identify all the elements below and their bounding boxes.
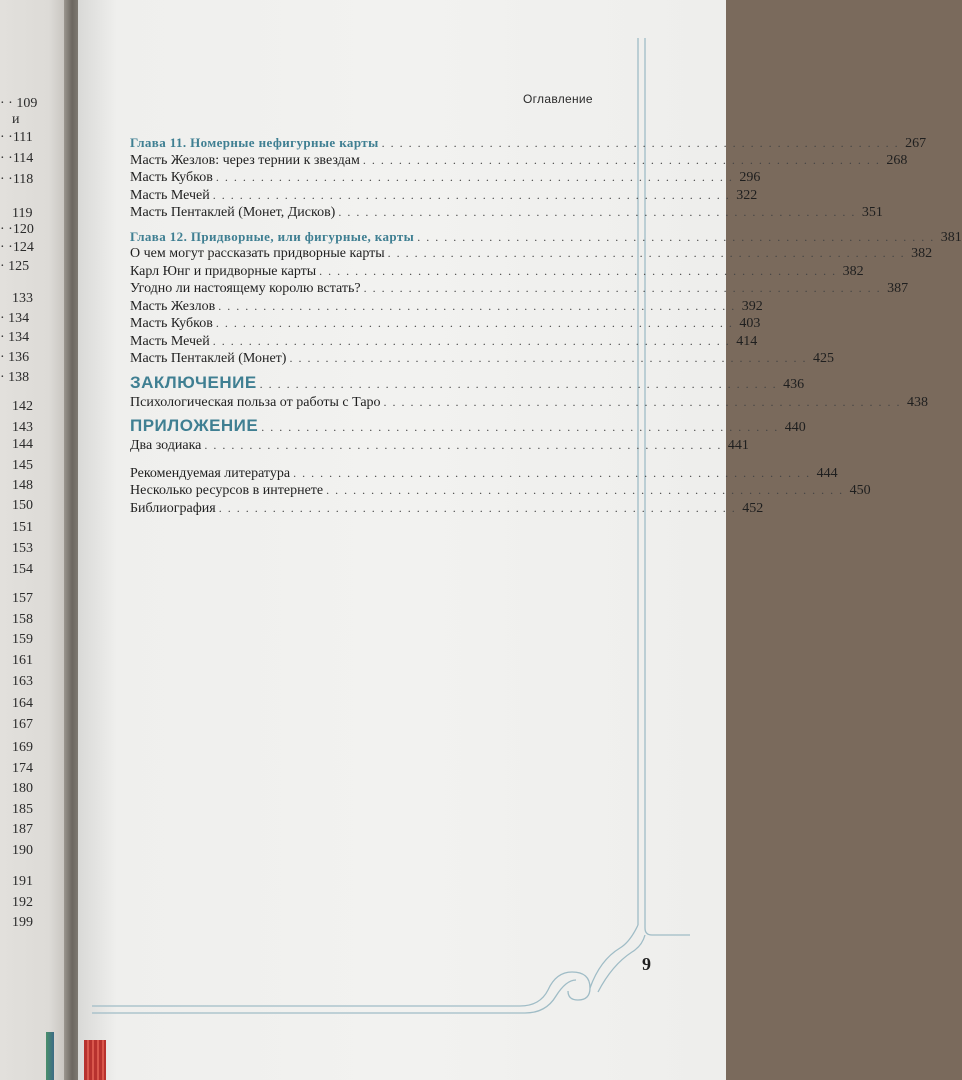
toc-title: Масть Жезлов: через тернии к звездам (130, 152, 360, 168)
toc-page: 444 (816, 465, 838, 481)
left-page-number: 174 (12, 761, 33, 776)
toc-entry (130, 333, 758, 352)
toc-title: ЗАКЛЮЧЕНИЕ (130, 372, 257, 392)
left-page-number: 150 (12, 498, 33, 513)
left-page-number: 154 (12, 562, 33, 577)
toc-title: Масть Кубков (130, 316, 213, 331)
toc-title: Масть Жезлов (130, 298, 216, 314)
left-page-number: 159 (12, 632, 33, 647)
toc-leader-dots: . . . . . . . . . . . . . . . . . . . . . . . . . . . . . . . . . . . . . . . . . . . . . . . . . . . . . . . . . . (212, 187, 731, 202)
toc-entry (130, 394, 929, 413)
toc-page: 414 (736, 333, 758, 349)
toc-entry (130, 281, 909, 299)
toc-page: 436 (783, 376, 805, 392)
toc-title: Глава 12. Придворные, или фигурные, карты (130, 228, 415, 244)
toc-page: 267 (905, 136, 927, 151)
left-page-number: 190 (12, 843, 33, 858)
toc-title: ПРИЛОЖЕНИЕ (130, 416, 259, 435)
toc-entry (130, 416, 806, 438)
toc-title: Угодно ли настоящему королю встать? (130, 281, 361, 296)
toc-entry (130, 135, 927, 153)
toc-leader-dots: . . . . . . . . . . . . . . . . . . . . . . . . . . . . . . . . . . . . . . . . . . . . . . . . . . . . . . . . . . (363, 281, 882, 295)
left-page-number: 153 (12, 541, 33, 556)
toc-page: 382 (842, 263, 864, 279)
toc-entry (130, 438, 749, 456)
left-page-number: · · 109 (0, 96, 38, 111)
toc-leader-dots: . . . . . . . . . . . . . . . . . . . . . . . . . . . . . . . . . . . . . . . . . . . . . . . . . . . . . . . . . . (212, 333, 731, 348)
left-page-number: · 134 (0, 311, 30, 326)
left-page-number: · ·118 (0, 172, 34, 187)
toc-title: Масть Мечей (130, 333, 210, 349)
toc-leader-dots: . . . . . . . . . . . . . . . . . . . . . . . . . . . . . . . . . . . . . . . . . . . . . . . . . . . . . . . . . . (218, 298, 736, 313)
running-head: Оглавление (523, 92, 593, 106)
toc-page: 438 (907, 394, 929, 410)
toc-leader-dots: . . . . . . . . . . . . . . . . . . . . . . . . . . . . . . . . . . . . . . . . . . . . . . . . . . . . . . . . . . (362, 152, 881, 167)
left-page-number: и (12, 112, 20, 127)
toc-title: О чем могут рассказать придворные карты (130, 246, 385, 261)
left-page-number: 158 (12, 612, 33, 627)
toc-title: Библиография (130, 500, 216, 516)
left-page-number: 199 (12, 915, 33, 930)
left-page-number: 161 (12, 653, 33, 668)
table-of-contents (130, 135, 962, 518)
left-page-number: 187 (12, 822, 33, 837)
left-page-number: · 136 (0, 350, 30, 365)
left-page-number: 169 (12, 740, 33, 755)
left-page-number: 167 (12, 717, 33, 732)
toc-leader-dots: . . . . . . . . . . . . . . . . . . . . . . . . . . . . . . . . . . . . . . . . . . . . . . . . . . . . . . . . . . (289, 351, 807, 365)
bookmark-ribbon-red (84, 1040, 106, 1080)
left-page-number: · 125 (0, 259, 30, 274)
toc-page: 425 (812, 351, 834, 366)
toc-title: Карл Юнг и придворные карты (130, 263, 317, 279)
toc-entry (130, 372, 805, 395)
left-page-number: 192 (12, 895, 33, 910)
toc-leader-dots: . . . . . . . . . . . . . . . . . . . . . . . . . . . . . . . . . . . . . . . . . . . . . . . . . . . . . . . . . . (326, 483, 844, 497)
toc-page: 351 (861, 205, 883, 220)
toc-leader-dots: . . . . . . . . . . . . . . . . . . . . . . . . . . . . . . . . . . . . . . . . . . . . . . . . . . . . . . . . . . (215, 316, 734, 330)
toc-title: Масть Кубков (130, 170, 213, 185)
left-page-number: 163 (12, 674, 33, 689)
toc-entry (130, 483, 871, 501)
left-page-number: · ·120 (0, 222, 34, 237)
toc-title: Масть Пентаклей (Монет, Дисков) (130, 205, 336, 220)
left-page-number: 148 (12, 478, 33, 493)
toc-entry (130, 187, 758, 206)
left-page-number: 191 (12, 874, 33, 889)
toc-page: 450 (849, 483, 871, 498)
toc-page: 322 (736, 187, 758, 203)
toc-page: 440 (784, 420, 806, 435)
toc-leader-dots: . . . . . . . . . . . . . . . . . . . . . . . . . . . . . . . . . . . . . . . . . . . . . . . . . . . . . . . . . . (381, 136, 900, 150)
toc-title: Психологическая польза от работы с Таро (130, 394, 381, 410)
bookmark-ribbon (46, 1032, 54, 1080)
left-page-number: · 138 (0, 370, 30, 385)
toc-page: 381 (940, 229, 962, 245)
page-number: 9 (642, 954, 651, 974)
left-page-number: · ·111 (0, 130, 33, 145)
toc-title: Два зодиака (130, 438, 202, 453)
toc-page: 441 (727, 438, 749, 453)
toc-leader-dots: . . . . . . . . . . . . . . . . . . . . . . . . . . . . . . . . . . . . . . . . . . . . . . . . . . . . . . . . . . (293, 465, 811, 480)
toc-entry (130, 351, 834, 369)
toc-title: Глава 11. Номерные нефигурные карты (130, 135, 379, 150)
toc-page: 268 (886, 152, 908, 168)
toc-leader-dots: . . . . . . . . . . . . . . . . . . . . . . . . . . . . . . . . . . . . . . . . . . . . . . . . . . . . . . . . . . (204, 438, 722, 452)
left-page-number: 119 (12, 206, 33, 221)
toc-leader-dots: . . . . . . . . . . . . . . . . . . . . . . . . . . . . . . . . . . . . . . . . . . . . . . . . . . . . . . . . . . (387, 246, 906, 260)
toc-title: Рекомендуемая литература (130, 465, 291, 481)
toc-leader-dots: . . . . . . . . . . . . . . . . . . . . . . . . . . . . . . . . . . . . . . . . . . . . . . . . . . . . . . . . . . (261, 420, 779, 434)
left-page-number: · ·114 (0, 151, 34, 166)
toc-page: 452 (742, 500, 764, 516)
left-page-number: 151 (12, 520, 33, 535)
left-page-number: 164 (12, 696, 33, 711)
toc-entry (130, 465, 838, 484)
toc-entry (130, 170, 761, 188)
toc-entry (130, 500, 764, 519)
toc-title: Масть Мечей (130, 187, 210, 203)
toc-entry (130, 298, 763, 317)
toc-leader-dots: . . . . . . . . . . . . . . . . . . . . . . . . . . . . . . . . . . . . . . . . . . . . . . . . . . . . . . . . . . (338, 205, 856, 219)
left-page-number: · 134 (0, 330, 30, 345)
toc-entry (130, 246, 933, 264)
toc-entry (130, 316, 761, 334)
toc-page: 296 (739, 170, 761, 185)
toc-title: Несколько ресурсов в интернете (130, 483, 324, 498)
toc-entry (130, 263, 864, 282)
toc-page: 382 (911, 246, 933, 261)
toc-page: 392 (741, 298, 763, 314)
left-page-number: · ·124 (0, 240, 34, 255)
left-page-number: 157 (12, 591, 33, 606)
toc-leader-dots: . . . . . . . . . . . . . . . . . . . . . . . . . . . . . . . . . . . . . . . . . . . . . . . . . . . . . . . . . . (218, 500, 737, 515)
toc-entry (130, 205, 883, 223)
left-page-number: 185 (12, 802, 33, 817)
toc-spacer (130, 456, 612, 466)
left-page-number: 144 (12, 437, 33, 452)
left-page-number: 180 (12, 781, 33, 796)
toc-leader-dots: . . . . . . . . . . . . . . . . . . . . . . . . . . . . . . . . . . . . . . . . . . . . . . . . . . . . . . . . . . (383, 394, 902, 409)
toc-title: Масть Пентаклей (Монет) (130, 351, 287, 366)
toc-entry (130, 228, 962, 247)
toc-page: 403 (739, 316, 761, 331)
left-page-number: 133 (12, 291, 33, 306)
left-page-number: 143 (12, 420, 33, 435)
toc-entry (130, 152, 908, 171)
left-page-number: 145 (12, 458, 33, 473)
toc-leader-dots: . . . . . . . . . . . . . . . . . . . . . . . . . . . . . . . . . . . . . . . . . . . . . . . . . . . . . . . . . . (215, 170, 734, 184)
left-page-number: 142 (12, 399, 33, 414)
toc-leader-dots: . . . . . . . . . . . . . . . . . . . . . . . . . . . . . . . . . . . . . . . . . . . . . . . . . . . . . . . . . . (417, 229, 935, 244)
toc-page: 387 (887, 281, 909, 296)
toc-leader-dots: . . . . . . . . . . . . . . . . . . . . . . . . . . . . . . . . . . . . . . . . . . . . . . . . . . . . . . . . . . (319, 263, 837, 278)
toc-leader-dots: . . . . . . . . . . . . . . . . . . . . . . . . . . . . . . . . . . . . . . . . . . . . . . . . . . . . . . . . . . (259, 376, 778, 391)
